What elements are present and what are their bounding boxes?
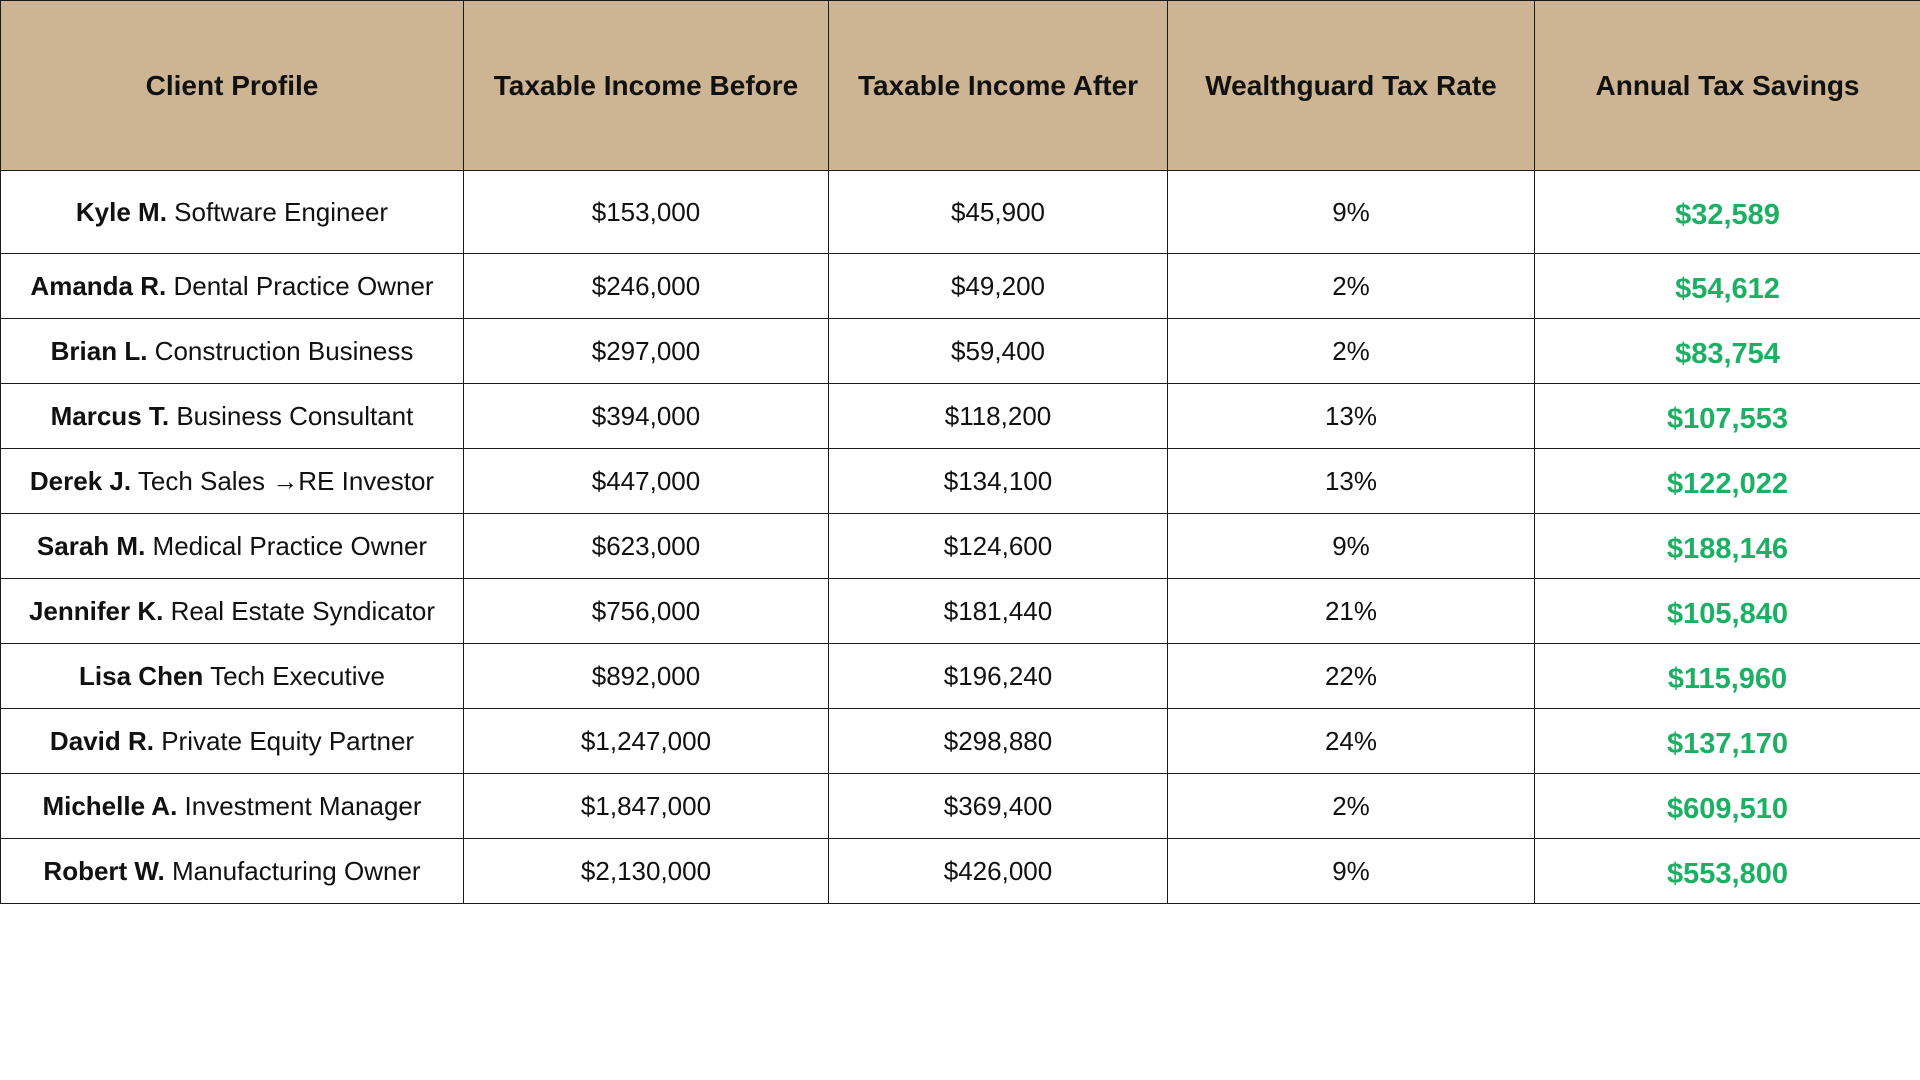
tax-rate-cell: 9% (1168, 171, 1535, 254)
client-name: Jennifer K. (28, 595, 164, 626)
annual-savings-cell: $83,754 (1535, 319, 1920, 384)
income-after-cell: $124,600 (829, 514, 1168, 579)
client-name: Derek J. (29, 465, 132, 496)
table-row (1, 319, 1920, 384)
client-role: Manufacturing Owner (172, 855, 421, 886)
client-name: Amanda R. (30, 270, 167, 301)
table-row (1, 774, 1920, 839)
tax-rate-cell: 2% (1168, 774, 1535, 839)
client-name: Lisa Chen (79, 660, 204, 691)
tax-rate-cell: 9% (1168, 839, 1535, 904)
income-after-cell: $134,100 (829, 449, 1168, 514)
tax-rate-cell: 13% (1168, 449, 1535, 514)
income-after-cell: $181,440 (829, 579, 1168, 644)
client-profile-cell (1, 579, 464, 644)
table-row (1, 709, 1920, 774)
table-row (1, 171, 1920, 254)
income-before-cell: $756,000 (464, 579, 829, 644)
income-before-cell: $246,000 (464, 254, 829, 319)
client-role: Investment Manager (184, 790, 422, 821)
tax-rate-cell: 2% (1168, 254, 1535, 319)
income-before-cell: $1,847,000 (464, 774, 829, 839)
income-after-cell: $196,240 (829, 644, 1168, 709)
table-row (1, 514, 1920, 579)
client-name: Brian L. (50, 335, 148, 366)
client-profile-cell (1, 254, 464, 319)
client-profile-cell (1, 709, 464, 774)
client-role: Medical Practice Owner (152, 530, 428, 561)
annual-savings-cell: $105,840 (1535, 579, 1920, 644)
client-role: Dental Practice Owner (173, 270, 434, 301)
client-name: Robert W. (43, 855, 165, 886)
income-before-cell: $394,000 (464, 384, 829, 449)
table-header (1, 1, 1920, 171)
tax-rate-cell: 2% (1168, 319, 1535, 384)
header-taxable-income-before: Taxable Income Before (464, 1, 829, 171)
table-row (1, 839, 1920, 904)
client-profile-cell (1, 644, 464, 709)
header-wealthguard-tax-rate: Wealthguard Tax Rate (1168, 1, 1535, 171)
client-role: Software Engineer (174, 196, 389, 227)
tax-rate-cell: 21% (1168, 579, 1535, 644)
annual-savings-cell: $553,800 (1535, 839, 1920, 904)
table-row (1, 254, 1920, 319)
income-after-cell: $298,880 (829, 709, 1168, 774)
annual-savings-cell: $107,553 (1535, 384, 1920, 449)
client-role: Tech Executive (210, 660, 385, 691)
income-before-cell: $447,000 (464, 449, 829, 514)
client-role: Real Estate Syndicator (170, 595, 436, 626)
annual-savings-cell: $188,146 (1535, 514, 1920, 579)
income-before-cell: $892,000 (464, 644, 829, 709)
client-name: Michelle A. (42, 790, 178, 821)
annual-savings-cell: $137,170 (1535, 709, 1920, 774)
tax-rate-cell: 22% (1168, 644, 1535, 709)
table-row (1, 579, 1920, 644)
annual-savings-cell: $122,022 (1535, 449, 1920, 514)
header-row (1, 1, 1920, 171)
tax-rate-cell: 9% (1168, 514, 1535, 579)
table-body (1, 171, 1920, 904)
client-profile-cell (1, 449, 464, 514)
client-profile-cell (1, 839, 464, 904)
header-taxable-income-after: Taxable Income After (829, 1, 1168, 171)
tax-rate-cell: 13% (1168, 384, 1535, 449)
income-after-cell: $369,400 (829, 774, 1168, 839)
table-row (1, 644, 1920, 709)
header-annual-tax-savings: Annual Tax Savings (1535, 1, 1920, 171)
income-before-cell: $153,000 (464, 171, 829, 254)
income-after-cell: $49,200 (829, 254, 1168, 319)
client-role: Construction Business (154, 335, 414, 366)
income-after-cell: $45,900 (829, 171, 1168, 254)
income-after-cell: $59,400 (829, 319, 1168, 384)
client-name: Sarah M. (36, 530, 146, 561)
client-name: Marcus T. (50, 400, 170, 431)
table-row (1, 384, 1920, 449)
client-role: Tech Sales →RE Investor (137, 465, 435, 496)
table-row (1, 449, 1920, 514)
client-name: David R. (49, 725, 154, 756)
client-role: Private Equity Partner (161, 725, 415, 756)
client-role: Business Consultant (176, 400, 414, 431)
annual-savings-cell: $54,612 (1535, 254, 1920, 319)
annual-savings-cell: $609,510 (1535, 774, 1920, 839)
annual-savings-cell: $115,960 (1535, 644, 1920, 709)
client-profile-cell (1, 384, 464, 449)
annual-savings-cell: $32,589 (1535, 171, 1920, 254)
income-after-cell: $426,000 (829, 839, 1168, 904)
client-profile-cell (1, 171, 464, 254)
tax-rate-cell: 24% (1168, 709, 1535, 774)
income-before-cell: $297,000 (464, 319, 829, 384)
income-after-cell: $118,200 (829, 384, 1168, 449)
client-name: Kyle M. (75, 196, 167, 227)
income-before-cell: $1,247,000 (464, 709, 829, 774)
header-client-profile: Client Profile (1, 1, 464, 171)
client-profile-cell (1, 514, 464, 579)
income-before-cell: $2,130,000 (464, 839, 829, 904)
client-profile-cell (1, 319, 464, 384)
income-before-cell: $623,000 (464, 514, 829, 579)
client-profile-cell (1, 774, 464, 839)
